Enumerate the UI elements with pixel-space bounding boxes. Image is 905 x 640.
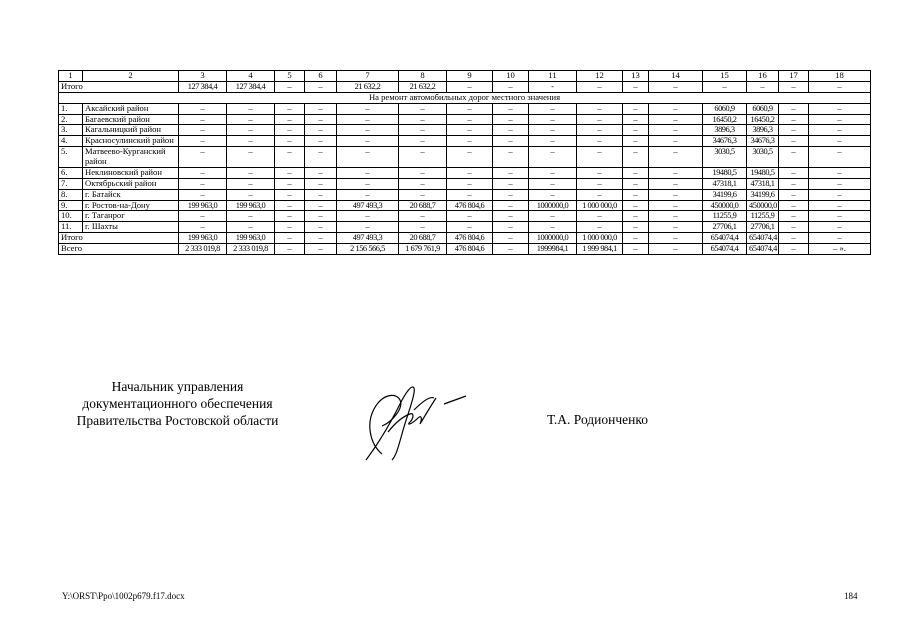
row-number: 8.: [59, 189, 83, 200]
table-row: [59, 147, 871, 168]
table-cell: –: [623, 211, 649, 222]
table-cell: –: [275, 189, 305, 200]
table-cell: –: [577, 103, 623, 114]
table-cell: –: [529, 114, 577, 125]
budget-table: [58, 70, 871, 255]
table-cell: –: [275, 167, 305, 178]
table-cell: –: [227, 125, 275, 136]
table-cell: –: [305, 125, 337, 136]
table-cell: –: [779, 81, 809, 92]
table-cell: –: [809, 81, 871, 92]
table-cell: –: [577, 222, 623, 233]
column-header: 2: [83, 71, 179, 82]
table-cell: 1000000,0: [529, 200, 577, 211]
table-cell: –: [275, 200, 305, 211]
table-cell: –: [623, 125, 649, 136]
table-cell: –: [227, 147, 275, 168]
table-cell: 199 963,0: [179, 200, 227, 211]
table-cell: 47318,1: [747, 178, 779, 189]
table-cell: –: [779, 147, 809, 168]
table-cell: –: [623, 81, 649, 92]
table-cell: –: [227, 167, 275, 178]
table-cell: –: [623, 147, 649, 168]
table-cell: 450000,0: [747, 200, 779, 211]
table-cell: –: [337, 189, 399, 200]
table-cell: –: [227, 211, 275, 222]
table-cell: 6060,9: [747, 103, 779, 114]
table-cell: –: [779, 136, 809, 147]
table-cell: 199 963,0: [227, 200, 275, 211]
table-cell: –: [337, 167, 399, 178]
table-cell: –: [649, 167, 703, 178]
table-cell: –: [447, 114, 493, 125]
table-cell: –: [649, 222, 703, 233]
table-cell: –: [779, 114, 809, 125]
table-cell: 16450,2: [747, 114, 779, 125]
table-cell: –: [227, 136, 275, 147]
row-number: 3.: [59, 125, 83, 136]
table-row: [59, 211, 871, 222]
column-header: 17: [779, 71, 809, 82]
table-cell: –: [649, 81, 703, 92]
table-cell: –: [747, 81, 779, 92]
table-row: [59, 200, 871, 211]
table-cell: –: [275, 81, 305, 92]
table-cell: –: [305, 211, 337, 222]
table-cell: –: [493, 233, 529, 244]
table-cell: –: [399, 136, 447, 147]
table-cell: –: [779, 244, 809, 255]
table-cell: –: [577, 147, 623, 168]
table-cell: –: [305, 103, 337, 114]
table-cell: –: [809, 103, 871, 114]
table-cell: –: [399, 178, 447, 189]
table-cell: –: [179, 136, 227, 147]
table-cell: 1 999 984,1: [577, 244, 623, 255]
column-header: 10: [493, 71, 529, 82]
table-cell: –: [227, 178, 275, 189]
table-cell: –: [623, 244, 649, 255]
table-cell: 127 384,4: [179, 81, 227, 92]
table-cell: –: [179, 167, 227, 178]
table-cell: –: [179, 114, 227, 125]
table-cell: –: [529, 136, 577, 147]
table-cell: –: [779, 233, 809, 244]
table-cell: –: [623, 103, 649, 114]
table-cell: –: [623, 167, 649, 178]
column-header: 16: [747, 71, 779, 82]
column-header: 12: [577, 71, 623, 82]
table-cell: -: [529, 81, 577, 92]
table-cell: –: [275, 125, 305, 136]
table-cell: –: [529, 189, 577, 200]
table-cell: –: [305, 200, 337, 211]
table-cell: –: [577, 125, 623, 136]
table-cell: 27706,1: [703, 222, 747, 233]
table-cell: –: [305, 167, 337, 178]
table-cell: –: [809, 178, 871, 189]
table-cell: 27706,1: [747, 222, 779, 233]
signatory-title-line-1: Начальник управления: [111, 379, 244, 394]
table-cell: –: [305, 136, 337, 147]
table-cell: –: [179, 178, 227, 189]
table-cell: –: [623, 114, 649, 125]
table-cell: 1000000,0: [529, 233, 577, 244]
table-cell: –: [447, 211, 493, 222]
table-cell: –: [275, 222, 305, 233]
table-row: [59, 167, 871, 178]
table-cell: 1 679 761,9: [399, 244, 447, 255]
table-row: [59, 189, 871, 200]
table-cell: –: [649, 103, 703, 114]
table-cell: –: [649, 125, 703, 136]
table-cell: –: [577, 189, 623, 200]
table-cell: –: [399, 147, 447, 168]
table-cell: 34199,6: [747, 189, 779, 200]
table-cell: –: [305, 222, 337, 233]
table-cell: 2 156 566,5: [337, 244, 399, 255]
table-cell: 47318,1: [703, 178, 747, 189]
district-name: Октябрьский район: [83, 178, 179, 189]
table-cell: 20 688,7: [399, 200, 447, 211]
table-cell: –: [179, 222, 227, 233]
table-cell: –: [779, 211, 809, 222]
table-cell: –: [649, 189, 703, 200]
table-cell: –: [447, 222, 493, 233]
table-cell: –: [305, 178, 337, 189]
column-header: 1: [59, 71, 83, 82]
column-header: 18: [809, 71, 871, 82]
table-cell: –: [493, 167, 529, 178]
signatory-title-line-3: Правительства Ростовской области: [76, 413, 279, 428]
table-cell: –: [399, 222, 447, 233]
row-number: 9.: [59, 200, 83, 211]
table-cell: –: [447, 81, 493, 92]
table-cell: 1 000 000,0: [577, 233, 623, 244]
table-cell: –: [779, 200, 809, 211]
table-cell: –: [337, 114, 399, 125]
table-cell: –: [275, 147, 305, 168]
table-cell: –: [227, 222, 275, 233]
table-cell: 450000,0: [703, 200, 747, 211]
table-cell: 127 384,4: [227, 81, 275, 92]
table-cell: 19480,5: [747, 167, 779, 178]
table-cell: –: [275, 233, 305, 244]
table-cell: –: [447, 103, 493, 114]
row-number: 4.: [59, 136, 83, 147]
table-cell: –: [179, 125, 227, 136]
table-cell: –: [649, 147, 703, 168]
table-cell: –: [447, 167, 493, 178]
table-cell: –: [493, 114, 529, 125]
table-cell: –: [623, 200, 649, 211]
table-cell: –: [337, 136, 399, 147]
column-header: 14: [649, 71, 703, 82]
column-header: 7: [337, 71, 399, 82]
district-name: Аксайский район: [83, 103, 179, 114]
table-cell: 34199,6: [703, 189, 747, 200]
table-row: [59, 178, 871, 189]
table-cell: –: [337, 147, 399, 168]
district-name: г. Шахты: [83, 222, 179, 233]
table-cell: –: [493, 189, 529, 200]
table-row-itogo: [59, 233, 871, 244]
table-row: [59, 103, 871, 114]
table-cell: –: [305, 189, 337, 200]
table-cell: –: [809, 211, 871, 222]
table-cell: –: [179, 147, 227, 168]
table-cell: –: [577, 136, 623, 147]
district-name: Матвеево-Курганский район: [83, 147, 179, 168]
table-cell: 654074,4: [747, 233, 779, 244]
table-cell: 476 804,6: [447, 244, 493, 255]
table-cell: –: [179, 103, 227, 114]
table-cell: –: [577, 211, 623, 222]
district-name: Неклиновский район: [83, 167, 179, 178]
table-row-vsego: [59, 244, 871, 255]
column-header: 3: [179, 71, 227, 82]
column-header: 8: [399, 71, 447, 82]
table-cell: –: [399, 125, 447, 136]
table-cell: 1 000 000,0: [577, 200, 623, 211]
table-row: [59, 114, 871, 125]
table-cell: –: [227, 114, 275, 125]
row-number: 5.: [59, 147, 83, 168]
row-number: 10.: [59, 211, 83, 222]
table-cell: 199 963,0: [227, 233, 275, 244]
table-cell: 34676,3: [747, 136, 779, 147]
table-cell: –: [399, 103, 447, 114]
section-title: На ремонт автомобильных дорог местного значения: [59, 92, 871, 103]
table-cell: –: [779, 178, 809, 189]
row-number: 6.: [59, 167, 83, 178]
table-cell: –: [447, 147, 493, 168]
table-cell: 21 632,2: [337, 81, 399, 92]
table-cell: –: [493, 103, 529, 114]
table-cell: –: [227, 103, 275, 114]
table-cell: –: [809, 114, 871, 125]
table-cell: 2 333 019,8: [179, 244, 227, 255]
table-cell: –: [623, 189, 649, 200]
table-cell: –: [809, 222, 871, 233]
table-cell: –: [649, 244, 703, 255]
signatory-title-line-2: документационного обеспечения: [82, 396, 273, 411]
table-cell: –: [529, 178, 577, 189]
table-cell: 2 333 019,8: [227, 244, 275, 255]
table-cell: –: [529, 125, 577, 136]
table-cell: –: [227, 189, 275, 200]
table-cell: 654074,4: [703, 244, 747, 255]
row-label: Итого: [59, 81, 179, 92]
table-cell: –: [337, 103, 399, 114]
table-cell: –: [305, 147, 337, 168]
signatory-title: [55, 378, 300, 429]
table-cell: –: [529, 147, 577, 168]
table-cell: –: [529, 211, 577, 222]
table-cell: 476 804,6: [447, 233, 493, 244]
table-cell: –: [399, 114, 447, 125]
row-number: 11.: [59, 222, 83, 233]
table-cell: –: [809, 167, 871, 178]
table-cell: 3896,3: [703, 125, 747, 136]
table-cell: 476 804,6: [447, 200, 493, 211]
row-label: Итого: [59, 233, 179, 244]
column-header: 13: [623, 71, 649, 82]
table-cell: –: [399, 167, 447, 178]
table-cell: –: [779, 103, 809, 114]
table-cell: –: [275, 103, 305, 114]
table-cell: 3030,5: [703, 147, 747, 168]
table-cell: –: [529, 167, 577, 178]
table-cell: –: [275, 178, 305, 189]
table-cell: –: [809, 147, 871, 168]
table-cell: –: [399, 189, 447, 200]
table-cell: –: [529, 103, 577, 114]
table-cell: –: [809, 189, 871, 200]
table-cell: 6060,9: [703, 103, 747, 114]
table-cell: –: [809, 125, 871, 136]
table-cell: 11255,9: [703, 211, 747, 222]
table-cell: –: [493, 125, 529, 136]
table-cell: –: [399, 211, 447, 222]
table-cell: –: [493, 244, 529, 255]
column-numbers-row: [59, 71, 871, 82]
district-name: г. Батайск: [83, 189, 179, 200]
table-cell: –: [493, 81, 529, 92]
handwritten-signature: [352, 374, 472, 466]
table-cell: 497 493,3: [337, 200, 399, 211]
table-cell: –: [623, 222, 649, 233]
table-cell: –: [493, 222, 529, 233]
district-name: г. Ростов-на-Дону: [83, 200, 179, 211]
table-cell: –: [337, 125, 399, 136]
table-cell: –: [337, 222, 399, 233]
table-cell: – ».: [809, 244, 871, 255]
table-cell: –: [275, 211, 305, 222]
table-row: [59, 125, 871, 136]
table-cell: –: [493, 147, 529, 168]
section-title-row: [59, 92, 871, 103]
table-cell: –: [275, 114, 305, 125]
table-cell: 497 493,3: [337, 233, 399, 244]
table-cell: –: [779, 222, 809, 233]
table-cell: –: [577, 178, 623, 189]
table-cell: –: [649, 114, 703, 125]
table-cell: –: [809, 200, 871, 211]
table-cell: –: [305, 114, 337, 125]
table-cell: 20 688,7: [399, 233, 447, 244]
column-header: 5: [275, 71, 305, 82]
table-cell: –: [577, 114, 623, 125]
table-cell: –: [447, 178, 493, 189]
table-cell: –: [529, 222, 577, 233]
table-cell: 3030,5: [747, 147, 779, 168]
table-cell: –: [809, 136, 871, 147]
table-cell: –: [649, 211, 703, 222]
table-cell: –: [493, 178, 529, 189]
table-cell: –: [447, 189, 493, 200]
table-cell: –: [179, 189, 227, 200]
table-cell: –: [623, 233, 649, 244]
table-cell: 199 963,0: [179, 233, 227, 244]
table-cell: –: [623, 178, 649, 189]
table-cell: –: [275, 244, 305, 255]
table-cell: 3896,3: [747, 125, 779, 136]
district-name: Красносулинский район: [83, 136, 179, 147]
table-cell: –: [493, 211, 529, 222]
row-number: 7.: [59, 178, 83, 189]
table-cell: –: [493, 136, 529, 147]
table-cell: –: [649, 136, 703, 147]
table-cell: –: [305, 81, 337, 92]
table-cell: –: [305, 233, 337, 244]
document-path: Y:\ORST\Ppo\1002p679.f17.docx: [62, 591, 185, 601]
row-number: 2.: [59, 114, 83, 125]
table-cell: –: [337, 211, 399, 222]
table-cell: –: [623, 136, 649, 147]
table-cell: –: [779, 125, 809, 136]
table-cell: –: [179, 211, 227, 222]
table-cell: –: [305, 244, 337, 255]
table-cell: 19480,5: [703, 167, 747, 178]
column-header: 9: [447, 71, 493, 82]
table-cell: –: [447, 125, 493, 136]
table-cell: –: [779, 189, 809, 200]
table-cell: –: [337, 178, 399, 189]
district-name: г. Таганрог: [83, 211, 179, 222]
table-cell: –: [649, 178, 703, 189]
column-header: 11: [529, 71, 577, 82]
row-number: 1.: [59, 103, 83, 114]
column-header: 4: [227, 71, 275, 82]
table-cell: –: [493, 200, 529, 211]
row-label: Всего: [59, 244, 179, 255]
column-header: 6: [305, 71, 337, 82]
table-cell: –: [275, 136, 305, 147]
page-number: 184: [844, 591, 858, 601]
table-cell: 654074,4: [703, 233, 747, 244]
district-name: Кагальницкий район: [83, 125, 179, 136]
table-cell: 1999984,1: [529, 244, 577, 255]
table-cell: –: [447, 136, 493, 147]
table-cell: –: [703, 81, 747, 92]
table-cell: –: [577, 81, 623, 92]
table-cell: 16450,2: [703, 114, 747, 125]
signatory-name: Т.А. Родионченко: [547, 412, 648, 427]
table-cell: –: [649, 233, 703, 244]
table-row: [59, 222, 871, 233]
table-cell: –: [577, 167, 623, 178]
table-cell: 34676,3: [703, 136, 747, 147]
table-cell: –: [649, 200, 703, 211]
table-cell: –: [809, 233, 871, 244]
district-name: Багаевский район: [83, 114, 179, 125]
table-cell: 654074,4: [747, 244, 779, 255]
table-row-top-total: [59, 81, 871, 92]
table-row: [59, 136, 871, 147]
column-header: 15: [703, 71, 747, 82]
table-cell: 11255,9: [747, 211, 779, 222]
table-cell: 21 632,2: [399, 81, 447, 92]
table-cell: –: [779, 167, 809, 178]
